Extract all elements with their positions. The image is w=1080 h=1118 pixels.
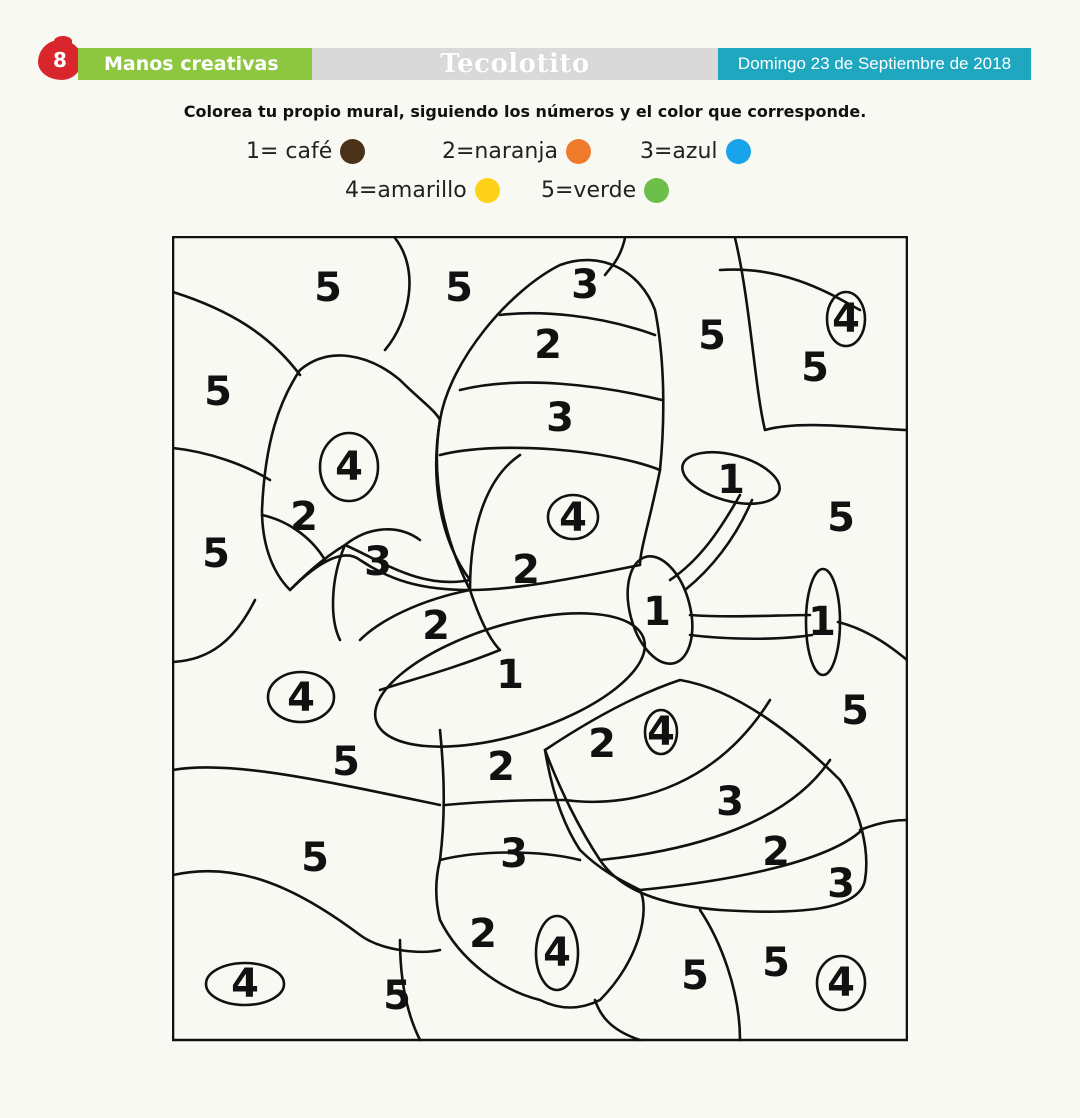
- legend-label: 5=verde: [541, 178, 637, 203]
- legend-item-azul: [640, 139, 751, 164]
- legend-item-verde: [541, 178, 669, 203]
- logo-bar: [312, 48, 718, 80]
- region-number: 1: [808, 599, 836, 645]
- region-number: 5: [332, 739, 360, 785]
- region-number: 2: [762, 829, 790, 875]
- instruction-text: Colorea tu propio mural, siguiendo los números y el color que corresponde.: [183, 102, 867, 121]
- region-number: 5: [681, 953, 709, 999]
- region-number: 5: [202, 531, 230, 577]
- region-number: 5: [827, 495, 855, 541]
- region-number: 5: [301, 835, 329, 881]
- region-number: 3: [364, 539, 392, 585]
- region-number: 2: [487, 744, 515, 790]
- region-number: 4: [559, 495, 587, 541]
- region-number: 1: [643, 589, 671, 635]
- region-number: 4: [231, 961, 259, 1007]
- region-number: 2: [534, 322, 562, 368]
- region-number: 5: [383, 973, 411, 1019]
- region-number: 4: [827, 960, 855, 1006]
- color-dot-blue: [726, 139, 751, 164]
- region-number: 4: [543, 930, 571, 976]
- region-number: 2: [422, 603, 450, 649]
- region-number: 2: [512, 547, 540, 593]
- legend-item-cafe: [246, 139, 365, 164]
- region-number: 5: [698, 313, 726, 359]
- region-number: 5: [314, 265, 342, 311]
- page-header: [0, 0, 1080, 100]
- legend-label: 2=naranja: [442, 139, 558, 164]
- region-number: 5: [204, 369, 232, 415]
- region-number: 3: [500, 831, 528, 877]
- region-number: 2: [290, 494, 318, 540]
- coloring-mural: [172, 236, 908, 1042]
- newspaper-logo: Tecolotito: [440, 49, 590, 79]
- issue-date: Domingo 23 de Septiembre de 2018: [718, 48, 1031, 80]
- color-dot-orange: [566, 139, 591, 164]
- region-number: 5: [445, 265, 473, 311]
- region-number: 2: [588, 721, 616, 767]
- page-number-badge: 8: [38, 40, 82, 80]
- legend-label: 4=amarillo: [345, 178, 467, 203]
- color-dot-brown: [340, 139, 365, 164]
- legend-item-amarillo: [345, 178, 500, 203]
- legend-item-naranja: [442, 139, 591, 164]
- color-dot-green: [644, 178, 669, 203]
- region-number: 4: [647, 709, 675, 755]
- legend-label: 3=azul: [640, 139, 718, 164]
- region-number: 4: [287, 675, 315, 721]
- region-number: 3: [827, 861, 855, 907]
- region-number: 4: [335, 444, 363, 490]
- region-number: 5: [762, 940, 790, 986]
- region-number: 3: [571, 262, 599, 308]
- region-number: 5: [801, 345, 829, 391]
- legend-label: 1= café: [246, 139, 333, 164]
- region-number: 4: [832, 296, 860, 342]
- region-number: 5: [841, 688, 869, 734]
- region-number: 3: [716, 779, 744, 825]
- wing-lower-striped: [545, 680, 866, 912]
- region-number: 1: [496, 652, 524, 698]
- section-title: Manos creativas: [78, 48, 312, 80]
- region-number: 2: [469, 911, 497, 957]
- region-number: 1: [717, 457, 745, 503]
- region-number: 3: [546, 395, 574, 441]
- color-dot-yellow: [475, 178, 500, 203]
